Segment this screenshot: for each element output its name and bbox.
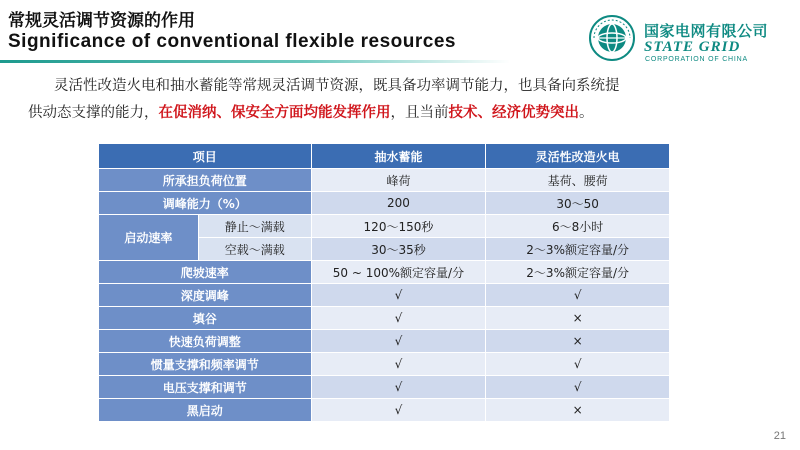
cell-value: √	[311, 330, 486, 353]
table-row	[99, 169, 670, 192]
paragraph-line-2	[28, 100, 788, 127]
row-label: 深度调峰	[99, 284, 312, 307]
table-row	[99, 353, 670, 376]
cell-value: 30～50	[486, 192, 670, 215]
paragraph-line-1: 灵活性改造火电和抽水蓄能等常规灵活调节资源，既具备功率调节能力，也具备向系统提	[54, 78, 620, 94]
table-row	[99, 284, 670, 307]
cell-value: 2～3%额定容量/分	[486, 238, 670, 261]
paragraph-text: 。	[579, 105, 594, 121]
sub-row-label: 静止～满载	[198, 215, 311, 238]
paragraph-text: 供动态支撑的能力，	[28, 105, 159, 121]
column-header-thermal: 灵活性改造火电	[486, 144, 670, 169]
cell-value: 30～35秒	[311, 238, 486, 261]
page-title-cn: 常规灵活调节资源的作用	[8, 11, 195, 31]
cell-value: 2～3%额定容量/分	[486, 261, 670, 284]
logo-name-en: STATE GRID	[644, 39, 741, 55]
row-label: 惯量支撑和频率调节	[99, 353, 312, 376]
table-row	[99, 192, 670, 215]
highlight-text: 在促消纳、保安全方面均能发挥作用	[158, 105, 391, 121]
globe-icon	[588, 14, 636, 62]
cell-value: √	[486, 376, 670, 399]
column-header-pumped-storage: 抽水蓄能	[311, 144, 486, 169]
row-label: 所承担负荷位置	[99, 169, 312, 192]
cell-value: 峰荷	[311, 169, 486, 192]
table-row	[99, 376, 670, 399]
logo-sub-en: CORPORATION OF CHINA	[645, 56, 748, 63]
column-header-item: 项目	[99, 144, 312, 169]
page-number: 21	[773, 430, 786, 442]
highlight-text: 技术、经济优势突出	[448, 105, 579, 121]
title-underline	[0, 60, 510, 63]
table-row	[99, 399, 670, 422]
intro-paragraph	[28, 73, 788, 127]
table-row	[99, 261, 670, 284]
row-label: 黑启动	[99, 399, 312, 422]
row-label: 爬坡速率	[99, 261, 312, 284]
row-label: 快速负荷调整	[99, 330, 312, 353]
cell-value: ×	[486, 330, 670, 353]
table-row	[99, 330, 670, 353]
page-title-en: Significance of conventional flexible resources	[8, 31, 456, 52]
cell-value: √	[486, 353, 670, 376]
cell-value: 200	[311, 192, 486, 215]
cell-value: ×	[486, 307, 670, 330]
row-label: 启动速率	[99, 215, 199, 261]
cell-value: 50 ~ 100%额定容量/分	[311, 261, 486, 284]
cell-value: √	[311, 399, 486, 422]
table-row	[99, 307, 670, 330]
cell-value: 120～150秒	[311, 215, 486, 238]
state-grid-logo	[588, 14, 793, 66]
cell-value: √	[311, 376, 486, 399]
table-row	[99, 215, 670, 238]
comparison-table	[98, 143, 670, 422]
cell-value: 6～8小时	[486, 215, 670, 238]
logo-name-cn: 国家电网有限公司	[644, 22, 769, 40]
cell-value: 基荷、腰荷	[486, 169, 670, 192]
cell-value: √	[311, 353, 486, 376]
table-header-row	[99, 144, 670, 169]
paragraph-text: ，且当前	[390, 105, 449, 121]
cell-value: ×	[486, 399, 670, 422]
sub-row-label: 空载～满载	[198, 238, 311, 261]
cell-value: √	[311, 284, 486, 307]
cell-value: √	[486, 284, 670, 307]
row-label: 电压支撑和调节	[99, 376, 312, 399]
cell-value: √	[311, 307, 486, 330]
row-label: 调峰能力（%）	[99, 192, 312, 215]
row-label: 填谷	[99, 307, 312, 330]
